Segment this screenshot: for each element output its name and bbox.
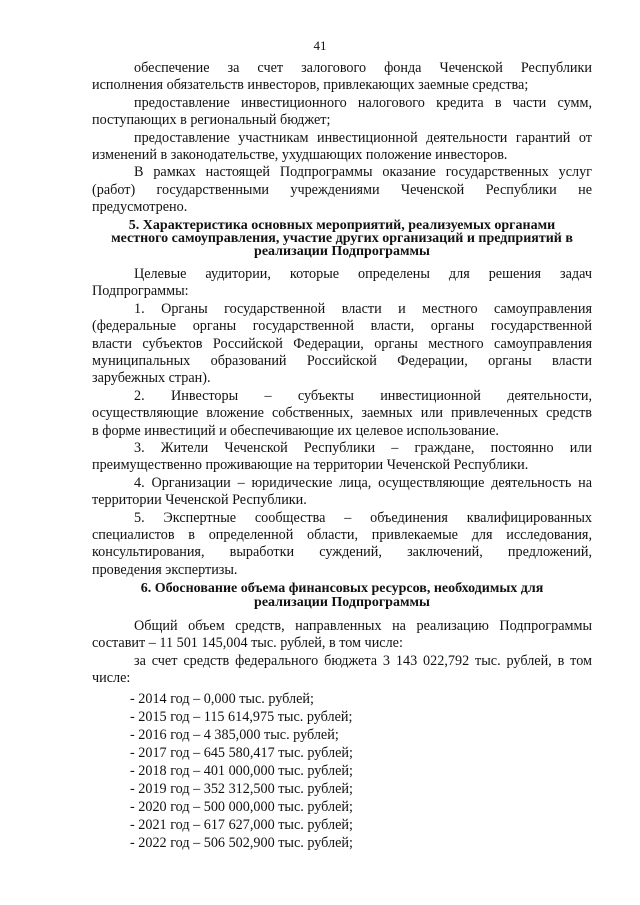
heading-line: 5. Характеристика основных мероприятий, реализуемых органами: [128, 217, 556, 233]
section-5-heading: [92, 219, 592, 259]
paragraph-line: предусмотрено.: [92, 199, 188, 216]
paragraph-line: В рамках настоящей Подпрограммы оказание государственных услуг: [134, 164, 592, 181]
list-item: - 2018 год – 401 000,000 тыс. рублей;: [130, 762, 353, 779]
list-item: - 2021 год – 617 627,000 тыс. рублей;: [130, 816, 353, 833]
paragraph-line: специалистов в определенной области, привлекаемые для исследования,: [92, 526, 592, 543]
paragraph-line: предоставление инвестиционного налогового кредита в части сумм,: [134, 94, 592, 111]
yearly-funding-list: [92, 690, 592, 852]
audience-item: 4. Организации – юридические лица, осуществляющие деятельность на: [134, 474, 592, 491]
list-item: - 2019 год – 352 312,500 тыс. рублей;: [130, 780, 353, 797]
paragraph-line: числе:: [92, 670, 131, 687]
list-item: - 2014 год – 0,000 тыс. рублей;: [130, 690, 314, 707]
paragraph-line: муниципальных образований Российской Федерации, органы власти: [92, 352, 592, 369]
paragraph-line: осуществляющие вложение собственных, заемных или привлеченных средств: [92, 405, 592, 422]
paragraph-line: Подпрограммы:: [92, 283, 189, 300]
paragraph-line: Общий объем средств, направленных на реализацию Подпрограммы: [134, 618, 592, 634]
paragraph-line: проведения экспертизы.: [92, 561, 238, 578]
list-item: - 2017 год – 645 580,417 тыс. рублей;: [130, 744, 353, 761]
paragraph-line: в форме инвестиций и обеспечивающие их целевое использование.: [92, 422, 499, 439]
heading-line: местного самоуправления, участие других организаций и предприятий в: [111, 231, 573, 247]
paragraph-line: консультирования, выработки суждений, заключений, предложений,: [92, 544, 592, 561]
paragraph-line: за счет средств федерального бюджета 3 143 022,792 тыс. рублей, в том: [134, 652, 592, 669]
paragraph-line: исполнения обязательств инвесторов, привлекающих заемные средства;: [92, 77, 529, 94]
paragraph-line: преимущественно проживающие на территории Чеченской Республики.: [92, 457, 529, 474]
page-number: 41: [313, 38, 327, 53]
paragraph-line: изменений в законодательстве, ухудшающих положение инвесторов.: [92, 147, 508, 164]
paragraph-line: Целевые аудитории, которые определены для решения задач: [134, 265, 592, 282]
list-item: - 2015 год – 115 614,975 тыс. рублей;: [130, 708, 353, 725]
audience-item: 3. Жители Чеченской Республики – граждане, постоянно или: [134, 439, 592, 456]
section-6-heading: [92, 582, 592, 609]
paragraph-line: (федеральные органы государственной власти, органы государственной: [92, 318, 592, 335]
paragraph-line: (работ) государственными учреждениями Чеченской Республики не: [92, 181, 592, 198]
paragraph-line: предоставление участникам инвестиционной деятельности гарантий от: [134, 129, 592, 146]
paragraph-line: власти субъектов Российской Федерации, органы местного самоуправления: [92, 335, 592, 352]
list-item: - 2016 год – 4 385,000 тыс. рублей;: [130, 726, 339, 743]
paragraph-line: зарубежных стран).: [92, 370, 211, 387]
heading-line: реализации Подпрограммы: [254, 594, 430, 610]
paragraph-line: обеспечение за счет залогового фонда Чеченской Республики: [134, 60, 592, 76]
list-item: - 2022 год – 506 502,900 тыс. рублей;: [130, 834, 353, 851]
audience-item: 1. Органы государственной власти и местного самоуправления: [134, 300, 592, 317]
document-body: [92, 60, 592, 852]
heading-line: реализации Подпрограммы: [254, 244, 430, 260]
paragraph-line: составит – 11 501 145,004 тыс. рублей, в том числе:: [92, 635, 403, 652]
paragraph-line: поступающих в региональный бюджет;: [92, 112, 331, 129]
list-item: - 2020 год – 500 000,000 тыс. рублей;: [130, 798, 353, 815]
audience-item: 2. Инвесторы – субъекты инвестиционной деятельности,: [134, 387, 592, 404]
audience-item: 5. Экспертные сообщества – объединения квалифицированных: [134, 509, 592, 526]
paragraph-line: территории Чеченской Республики.: [92, 492, 307, 509]
heading-line: 6. Обоснование объема финансовых ресурсов, необходимых для: [140, 581, 544, 597]
